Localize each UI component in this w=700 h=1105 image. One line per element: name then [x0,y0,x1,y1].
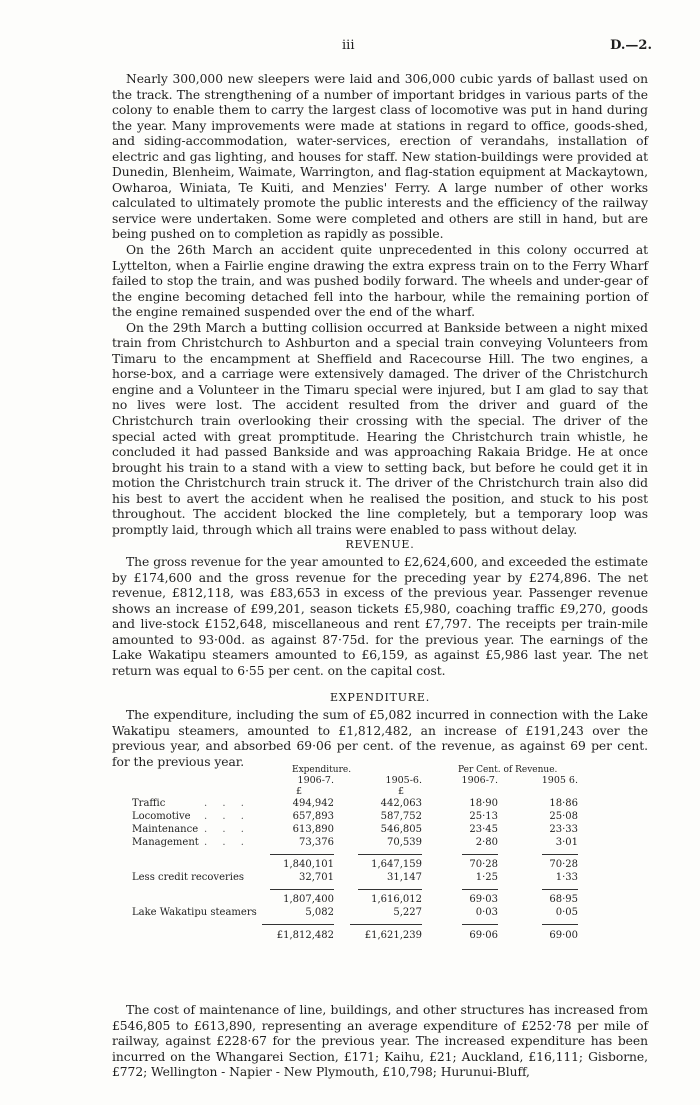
cell-traffic-exp-1906: 442,063 [380,798,422,809]
cell-net-exp-1906: 1,616,012 [371,894,422,905]
cell-credit-pct-1906: 1·33 [555,872,578,883]
page-header [0,38,700,58]
cell-total-exp-1907: £1,812,482 [276,930,334,941]
expenditure-table [132,764,632,989]
row-label-traffic: Traffic [132,798,166,809]
paragraph-maintenance: The cost of maintenance of line, buildings, and other structures has increased from £546,805 to £613,890, representing an average expenditure of £252·78 per mile of railway, against £228·67 for the previous year. The increased expenditure has been incurred on the Whangarei Section, £171; Kaihu, £21; Auckland, £16,111; Gisborne, £772; Wellington - Napier - New Plymouth, £10,798; Hurunui-Bluff, [112,1003,648,1080]
row-label-locomotive: Locomotive [132,811,191,822]
cell-net-pct-1906: 68·95 [549,894,578,905]
sum-rule [358,854,422,855]
column-header-exp-1905-6: 1905-6. [385,775,422,786]
revenue-heading: REVENUE. [345,538,415,551]
cell-steamers-pct-1906: 0·05 [555,907,578,918]
sum-rule [542,854,578,855]
paragraph-expenditure: The expenditure, including the sum of £5,082 incurred in connection with the Lake Wakatipu steamers, amounted to £1,812,482, an increase of £191,243 over the previous year, and absorbed 69·06 per cent. of the revenue, as against 69 per cent. for the previous year. [112,708,648,769]
row-label-management: Management [132,837,199,848]
cell-steamers-exp-1907: 5,082 [305,907,334,918]
cell-steamers-pct-1907: 0·03 [475,907,498,918]
cell-traffic-exp-1907: 494,942 [292,798,334,809]
sum-rule [262,924,334,925]
row-label-steamers: Lake Wakatipu steamers [132,907,257,918]
sum-rule [462,924,498,925]
leader-dots: . . . [204,837,250,848]
cell-maintenance-pct-1906: 23·33 [549,824,578,835]
leader-dots: . . . [204,798,250,809]
cell-net-pct-1907: 69·03 [469,894,498,905]
intro-text [112,72,648,538]
sum-rule [462,889,498,890]
sum-rule [462,854,498,855]
cell-maintenance-pct-1907: 23·45 [469,824,498,835]
row-label-maintenance: Maintenance [132,824,199,835]
cell-management-exp-1906: 70,539 [387,837,422,848]
cell-subtotal-exp-1906: 1,647,159 [371,859,422,870]
expenditure-heading: EXPENDITURE. [329,691,431,704]
group-header-percent: Per Cent. of Revenue. [458,765,558,775]
leader-dots: . . . [204,811,250,822]
sum-rule [350,924,422,925]
cell-subtotal-pct-1906: 70·28 [549,859,578,870]
cell-subtotal-exp-1907: 1,840,101 [283,859,334,870]
cell-locomotive-exp-1907: 657,893 [292,811,334,822]
sum-rule [270,854,334,855]
sum-rule [358,889,422,890]
column-header-pct-1905-6: 1905 6. [541,775,578,786]
paragraph-works: Nearly 300,000 new sleepers were laid and 306,000 cubic yards of ballast used on the track. The strengthening of a number of important bridges in various parts of the colony to enable them to carry the largest class of locomotive was put in hand during the year. Many improvements were made at stations in regard to office, goods-shed, and siding-accommodation, water-services, erection of verandahs, installation of electric and gas lighting, and houses for staff. New station-buildings were provided at Dunedin, Blenheim, Waimate, Warrington, and flag-station equipment at Mackaytown, Owharoa, Winiata, Te Kuiti, and Menzies' Ferry. A large number of other works calculated to ultimately promote the public interests and the efficiency of the railway service were undertaken. Some were completed and others are still in hand, but are being pushed on to completion as rapidly as possible. [112,72,648,242]
cell-credit-pct-1907: 1·25 [475,872,498,883]
cell-management-exp-1907: 73,376 [299,837,334,848]
maintenance-text [112,1003,648,1081]
currency-symbol: £ [295,786,302,797]
cell-total-pct-1907: 69·06 [469,930,498,941]
paragraph-revenue: The gross revenue for the year amounted to £2,624,600, and exceeded the estimate by £174,600 and the gross revenue for the preceding year by £274,896. The net revenue, £812,118, was £83,653 in excess of the previous year. Passenger revenue shows an increase of £99,201, season tickets £5,980, coaching traffic £9,270, goods and live-stock £152,648, miscellaneous and rent £7,797. The receipts per train-mile amounted to 93·00d. as against 87·75d. for the previous year. The earnings of the Lake Wakatipu steamers amounted to £6,159, as against £5,986 last year. The net return was equal to 6·55 per cent. on the capital cost. [112,555,648,678]
cell-locomotive-pct-1906: 25·08 [549,811,578,822]
cell-maintenance-exp-1906: 546,805 [380,824,422,835]
currency-symbol: £ [397,786,404,797]
paragraph-bankside-collision: On the 29th March a butting collision occurred at Bankside between a night mixed train from Christchurch to Ashburton and a special train conveying Volunteers from Timaru to the encampment at Sheffield and Racecourse Hill. The two engines, a horse-box, and a carriage were extensively damaged. The driver of the Christchurch engine and a Volunteer in the Timaru special were injured, but I am glad to say that no lives were lost. The accident resulted from the driver and guard of the Christchurch train overlooking their crossing with the special. The driver of the special acted with great promptitude. Hearing the Christchurch train whistle, he concluded it had passed Bankside and was approaching Rakaia Bridge. He at once brought his train to a stand with a view to setting back, but before he could get it in motion the Christchurch train struck it. The driver of the Christchurch train also did his best to avert the accident when he realised the position, and stuck to his post throughout. The accident blocked the line completely, but a temporary loop was promptly laid, through which all trains were enabled to pass without delay. [112,320,648,537]
paragraph-lyttelton-accident: On the 26th March an accident quite unprecedented in this colony occurred at Lyttelton, when a Fairlie engine drawing the extra express train on to the Ferry Wharf failed to stop the train, and was pushed bodily forward. The wheels and under-gear of the engine becoming detached fell into the harbour, while the remaining portion of the engine remained suspended over the end of the wharf. [112,243,648,320]
cell-traffic-pct-1906: 18·86 [549,798,578,809]
cell-credit-exp-1906: 31,147 [387,872,422,883]
page-number: iii [342,38,355,53]
cell-subtotal-pct-1907: 70·28 [469,859,498,870]
cell-management-pct-1907: 2·80 [475,837,498,848]
cell-net-exp-1907: 1,807,400 [283,894,334,905]
cell-traffic-pct-1907: 18·90 [469,798,498,809]
column-header-pct-1906-7: 1906-7. [461,775,498,786]
revenue-text [112,555,648,679]
cell-steamers-exp-1906: 5,227 [393,907,422,918]
cell-management-pct-1906: 3·01 [555,837,578,848]
cell-total-pct-1906: 69·00 [549,930,578,941]
sum-rule [270,889,334,890]
sum-rule [542,924,578,925]
group-header-expenditure: Expenditure. [292,765,352,775]
cell-total-exp-1906: £1,621,239 [364,930,422,941]
expenditure-text [112,708,648,770]
cell-locomotive-exp-1906: 587,752 [380,811,422,822]
row-label-credit-recoveries: Less credit recoveries [132,872,245,883]
leader-dots: . . . [204,824,250,835]
sum-rule [542,889,578,890]
document-code: D.—2. [610,38,652,53]
column-header-exp-1906-7: 1906-7. [297,775,334,786]
cell-maintenance-exp-1907: 613,890 [292,824,334,835]
cell-locomotive-pct-1907: 25·13 [469,811,498,822]
cell-credit-exp-1907: 32,701 [299,872,334,883]
